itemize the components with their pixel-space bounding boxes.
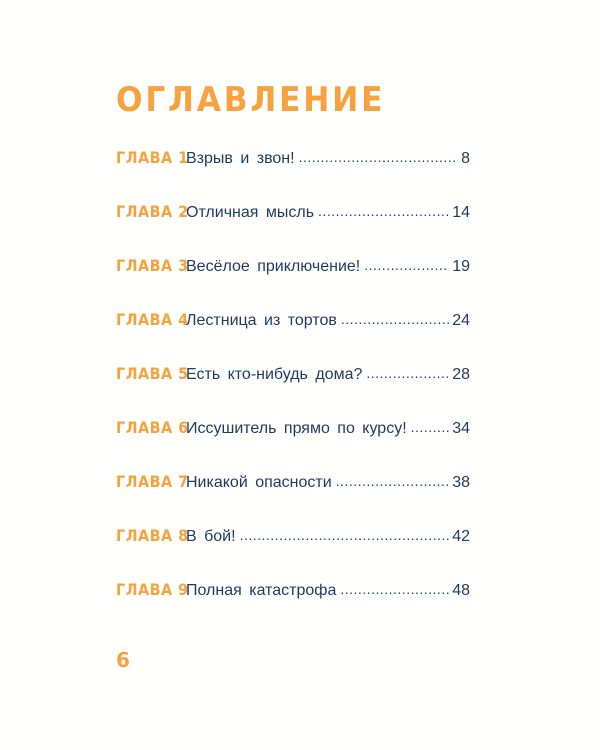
- toc-heading: ОГЛАВЛЕНИЕ: [116, 80, 386, 120]
- chapter-label: ГЛАВА 9: [116, 580, 189, 599]
- toc-entry-6[interactable]: [116, 418, 470, 444]
- toc-entry-3[interactable]: [116, 256, 470, 282]
- chapter-label: ГЛАВА 8: [116, 526, 189, 545]
- chapter-title: Взрыв и звон!: [186, 150, 295, 167]
- chapter-title: Никакой опасности: [186, 474, 332, 491]
- page-number: 6: [116, 648, 130, 672]
- chapter-page-number: 34: [452, 420, 470, 437]
- dot-leader: [240, 527, 450, 543]
- chapter-page-number: 48: [452, 582, 470, 599]
- toc-entry-2[interactable]: [116, 202, 470, 228]
- dot-leader: [318, 203, 449, 219]
- chapter-page-number: 14: [452, 204, 470, 221]
- chapter-page-number: 28: [452, 366, 470, 383]
- chapter-page-number: 24: [452, 312, 470, 329]
- chapter-title: Отличная мысль: [186, 204, 315, 221]
- dot-leader: [366, 365, 449, 381]
- toc-entry-9[interactable]: [116, 580, 470, 606]
- chapter-label: ГЛАВА 5: [116, 364, 189, 383]
- toc-entry-5[interactable]: [116, 364, 470, 390]
- chapter-title: В бой!: [186, 528, 236, 545]
- chapter-label: ГЛАВА 4: [116, 310, 189, 329]
- chapter-page-number: 19: [452, 258, 470, 275]
- chapter-page-number: 8: [461, 150, 470, 167]
- toc-entry-7[interactable]: [116, 472, 470, 498]
- toc-entry-8[interactable]: [116, 526, 470, 552]
- chapter-title: Иссушитель прямо по курсу!: [186, 420, 407, 437]
- chapter-label: ГЛАВА 2: [116, 202, 189, 221]
- dot-leader: [341, 311, 449, 327]
- chapter-title: Весёлое приключение!: [186, 258, 361, 275]
- chapter-label: ГЛАВА 1: [116, 148, 189, 167]
- chapter-page-number: 42: [452, 528, 470, 545]
- chapter-title: Есть кто-нибудь дома?: [186, 366, 363, 383]
- chapter-title: Полная катастрофа: [186, 582, 337, 599]
- chapter-label: ГЛАВА 3: [116, 256, 189, 275]
- dot-leader: [411, 419, 450, 435]
- dot-leader: [364, 257, 449, 273]
- chapter-label: ГЛАВА 6: [116, 418, 189, 437]
- toc-entry-1[interactable]: [116, 148, 470, 174]
- chapter-page-number: 38: [452, 474, 470, 491]
- chapter-title: Лестница из тортов: [186, 312, 337, 329]
- dot-leader: [336, 473, 450, 489]
- dot-leader: [340, 581, 449, 597]
- chapter-label: ГЛАВА 7: [116, 472, 189, 491]
- toc-entry-4[interactable]: [116, 310, 470, 336]
- dot-leader: [299, 149, 459, 165]
